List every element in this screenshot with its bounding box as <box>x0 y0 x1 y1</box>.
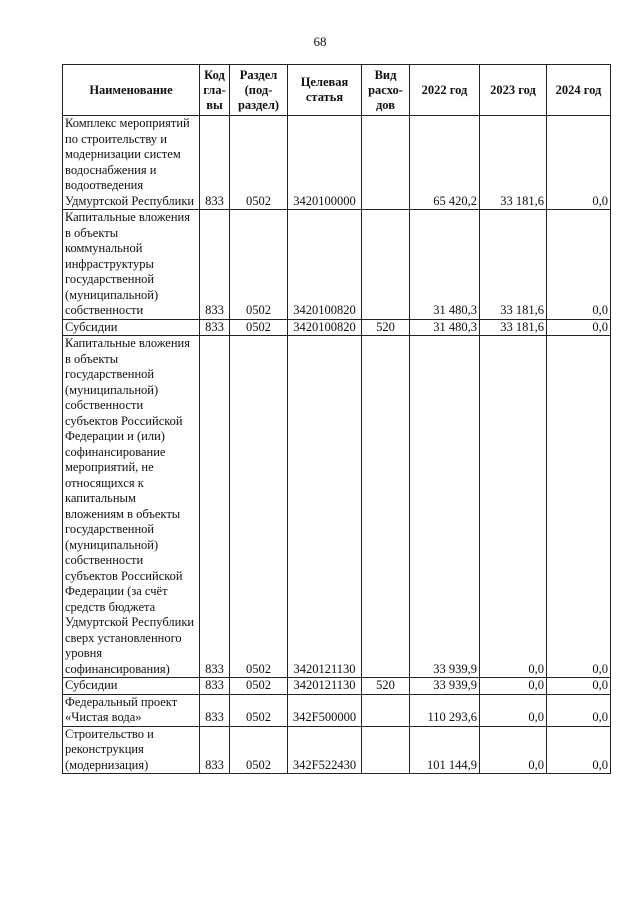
row-section: 0502 <box>230 210 288 320</box>
row-2024: 0,0 <box>547 678 611 695</box>
page-number: 68 <box>313 34 327 49</box>
header-2024: 2024 год <box>547 65 611 116</box>
header-target: Целевая статья <box>288 65 362 116</box>
row-2024: 0,0 <box>547 319 611 336</box>
row-expense-type <box>362 726 410 774</box>
row-expense-type: 520 <box>362 319 410 336</box>
row-2024: 0,0 <box>547 726 611 774</box>
header-code: Код гла-вы <box>200 65 230 116</box>
row-2023: 0,0 <box>480 694 547 726</box>
table-row <box>63 678 611 695</box>
row-2024: 0,0 <box>547 116 611 210</box>
row-code: 833 <box>200 116 230 210</box>
row-2023: 33 181,6 <box>480 116 547 210</box>
row-2024: 0,0 <box>547 336 611 678</box>
row-expense-type <box>362 336 410 678</box>
header-2022: 2022 год <box>410 65 480 116</box>
row-name: Субсидии <box>63 678 200 695</box>
header-2023: 2023 год <box>480 65 547 116</box>
table-row <box>63 116 611 210</box>
row-target: 3420100000 <box>288 116 362 210</box>
row-target: 342F500000 <box>288 694 362 726</box>
row-section: 0502 <box>230 726 288 774</box>
row-section: 0502 <box>230 694 288 726</box>
row-code: 833 <box>200 726 230 774</box>
row-2022: 33 939,9 <box>410 336 480 678</box>
row-name: Капитальные вложения в объекты коммунальной инфраструктуры государственной (муниципальной) собственности <box>63 210 200 320</box>
row-2022: 110 293,6 <box>410 694 480 726</box>
header-name: Наименование <box>63 65 200 116</box>
row-section: 0502 <box>230 319 288 336</box>
row-code: 833 <box>200 678 230 695</box>
table-header-row <box>63 65 611 116</box>
row-target: 3420100820 <box>288 210 362 320</box>
row-section: 0502 <box>230 336 288 678</box>
row-2022: 31 480,3 <box>410 319 480 336</box>
row-target: 342F522430 <box>288 726 362 774</box>
budget-table <box>62 64 611 774</box>
row-target: 3420121130 <box>288 336 362 678</box>
row-2024: 0,0 <box>547 694 611 726</box>
row-name: Федеральный проект «Чистая вода» <box>63 694 200 726</box>
table-row <box>63 694 611 726</box>
table-row <box>63 726 611 774</box>
table-row <box>63 319 611 336</box>
row-code: 833 <box>200 694 230 726</box>
row-2023: 33 181,6 <box>480 210 547 320</box>
row-2022: 33 939,9 <box>410 678 480 695</box>
row-expense-type: 520 <box>362 678 410 695</box>
row-code: 833 <box>200 210 230 320</box>
row-name: Капитальные вложения в объекты государственной (муниципальной) собственности субъектов Российской Федерации и (или) софинансирование мероприятий, не относящихся к капитальным вложениям в объекты государственной (муниципальной) собственности субъектов Российской Федерации (за счёт средств бюджета Удмуртской Республики сверх установленного уровня софинансирования) <box>63 336 200 678</box>
row-name: Строительство и реконструкция (модернизация) <box>63 726 200 774</box>
table-row <box>63 336 611 678</box>
row-name: Субсидии <box>63 319 200 336</box>
header-expense-type: Вид расхо-дов <box>362 65 410 116</box>
row-2023: 0,0 <box>480 678 547 695</box>
row-expense-type <box>362 210 410 320</box>
row-target: 3420100820 <box>288 319 362 336</box>
row-section: 0502 <box>230 678 288 695</box>
row-section: 0502 <box>230 116 288 210</box>
row-code: 833 <box>200 319 230 336</box>
header-section: Раздел (под-раздел) <box>230 65 288 116</box>
row-2022: 65 420,2 <box>410 116 480 210</box>
row-2022: 101 144,9 <box>410 726 480 774</box>
row-expense-type <box>362 694 410 726</box>
row-2023: 33 181,6 <box>480 319 547 336</box>
row-expense-type <box>362 116 410 210</box>
row-2023: 0,0 <box>480 726 547 774</box>
row-name: Комплекс мероприятий по строительству и модернизации систем водоснабжения и водоотведения Удмуртской Республики <box>63 116 200 210</box>
row-target: 3420121130 <box>288 678 362 695</box>
row-code: 833 <box>200 336 230 678</box>
row-2024: 0,0 <box>547 210 611 320</box>
row-2022: 31 480,3 <box>410 210 480 320</box>
table-row <box>63 210 611 320</box>
row-2023: 0,0 <box>480 336 547 678</box>
